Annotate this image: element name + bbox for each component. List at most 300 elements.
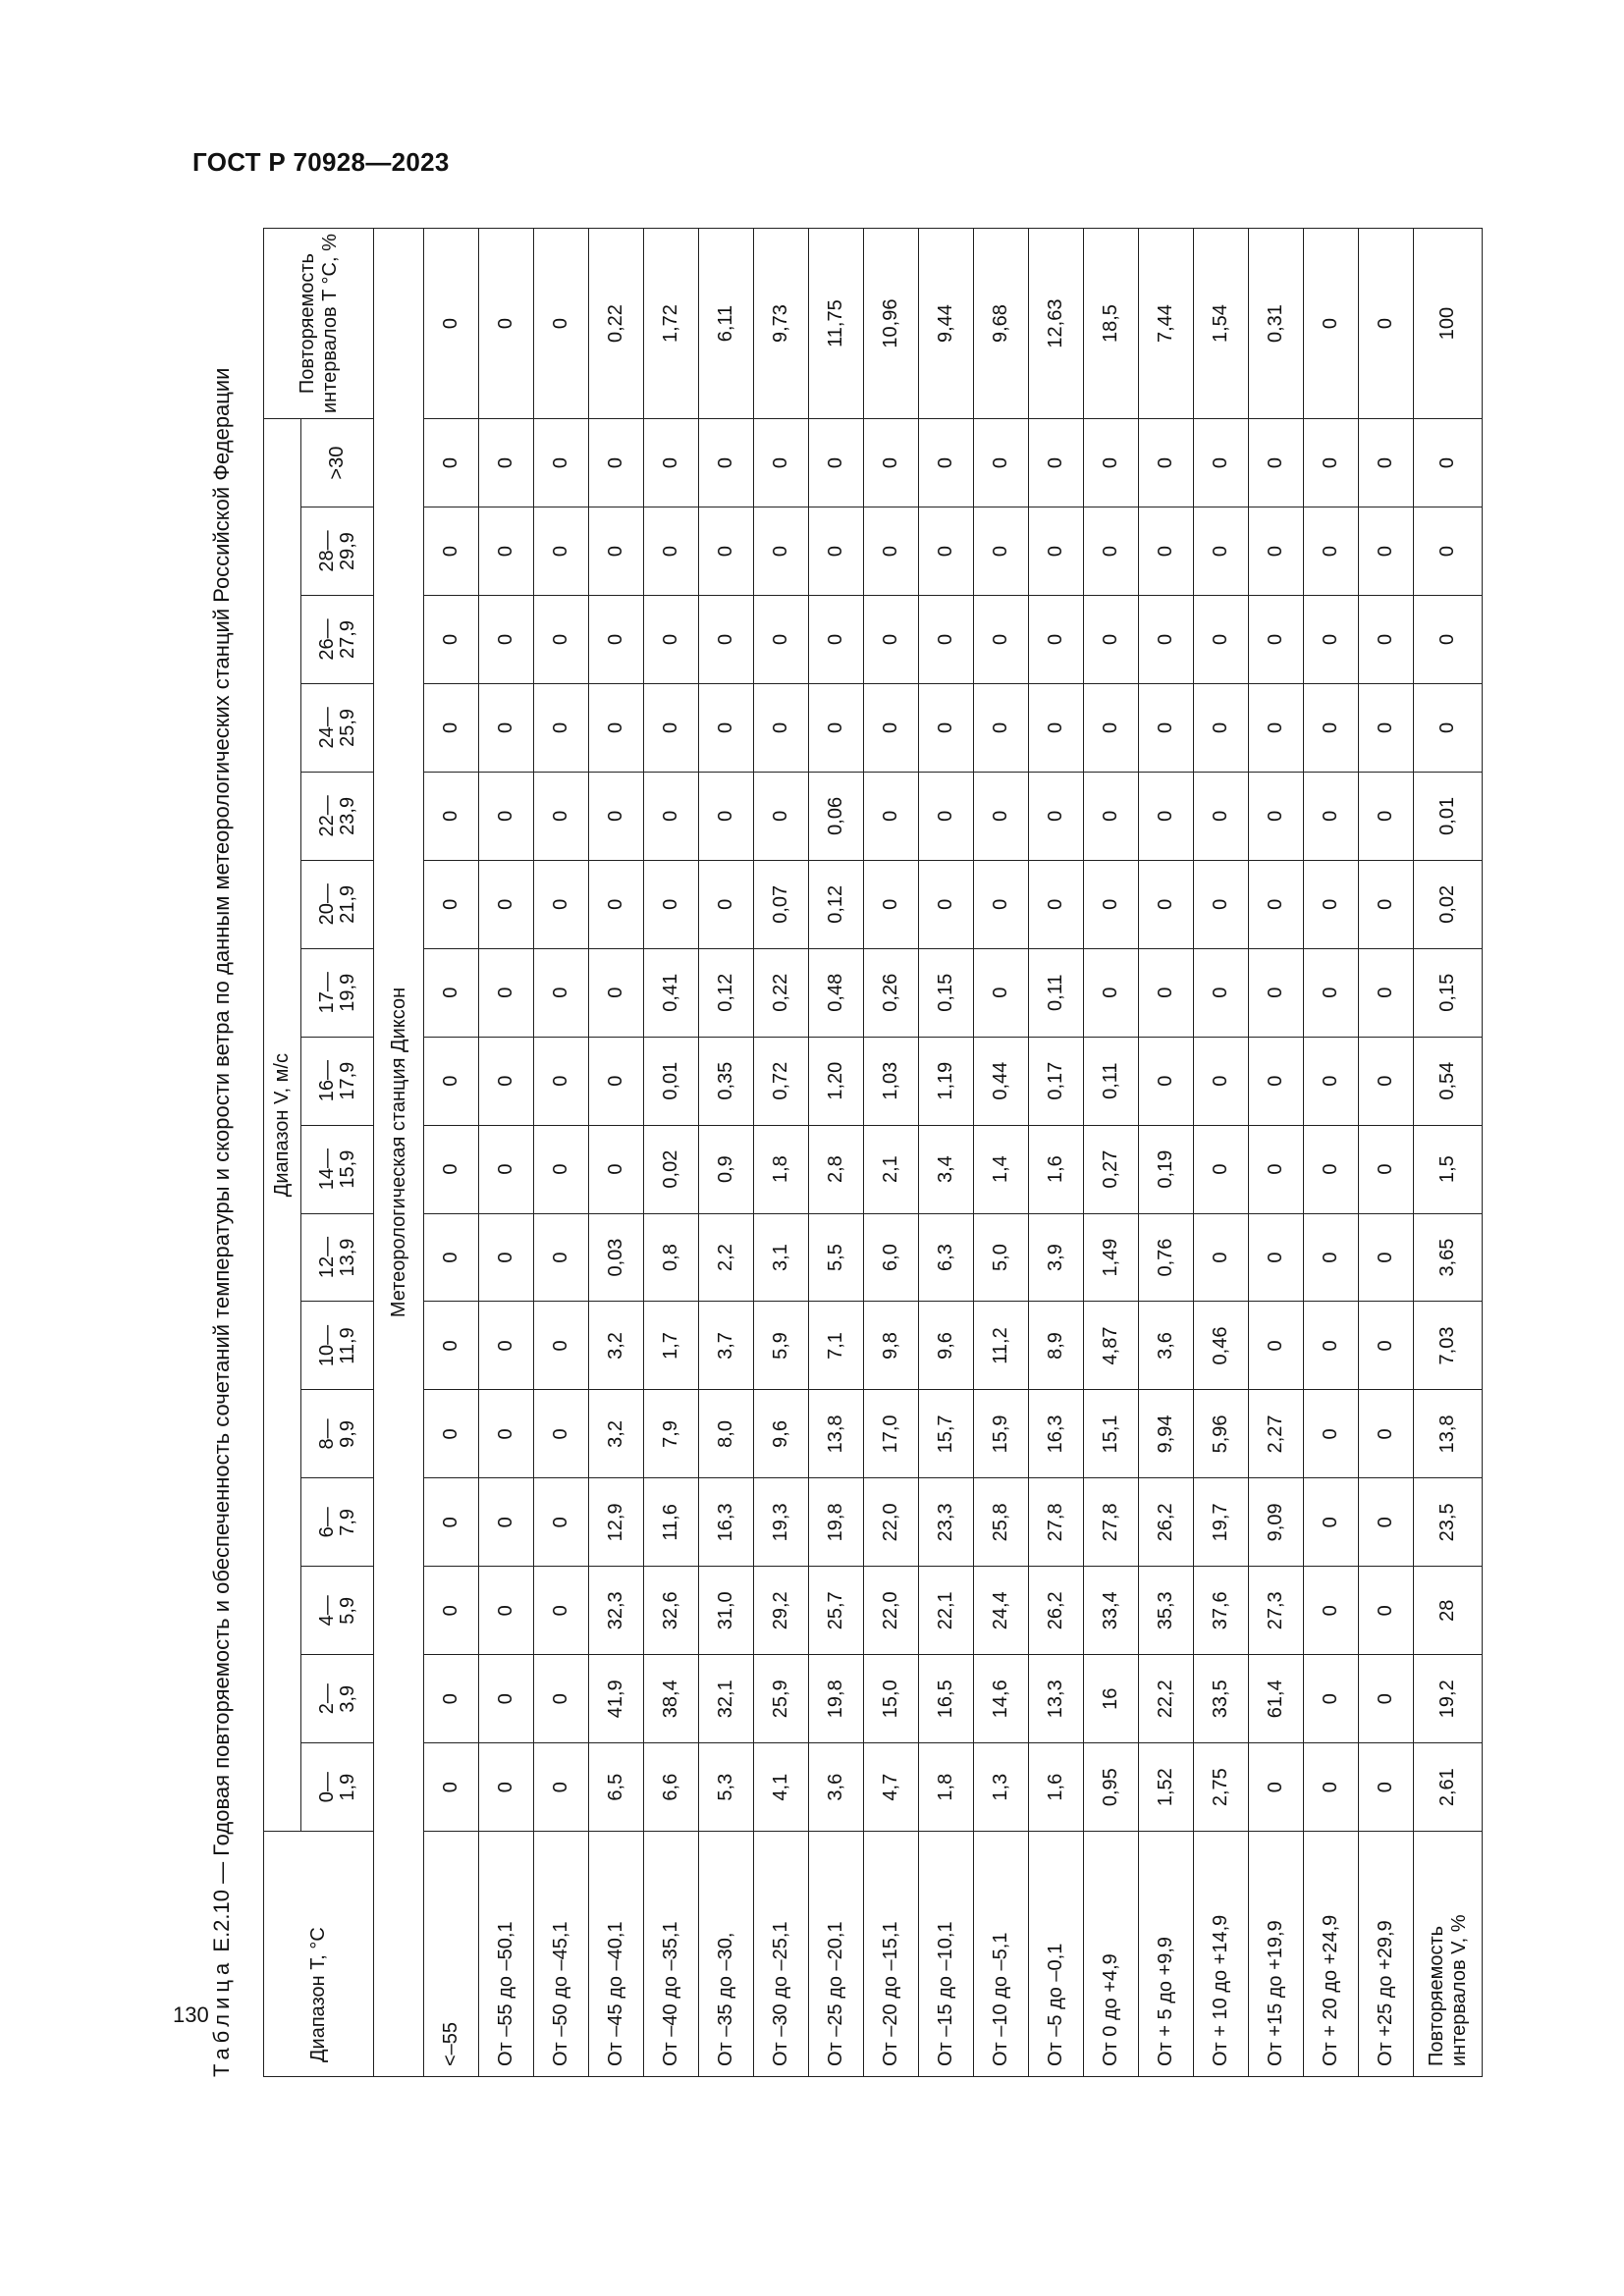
table-cell: 0 [1084,948,1139,1037]
table-cell: 2,2 [699,1213,754,1302]
table-cell: 5,0 [974,1213,1029,1302]
table-cell: 0,26 [864,948,919,1037]
table-cell: 2,61 [1414,1743,1483,1832]
table-cell: 0 [479,596,534,684]
table-cell: 0 [1304,1743,1359,1832]
table-cell: 0 [974,596,1029,684]
t-interval-repeatability: 9,44 [919,229,974,419]
table-cell: 0 [1194,1037,1249,1125]
table-cell: 0 [754,419,809,507]
station-row [374,229,424,2077]
table-cell: 0 [1304,683,1359,772]
table-cell: 1,20 [809,1037,864,1125]
table-cell: 0 [809,596,864,684]
table-cell: 0 [1084,419,1139,507]
table-cell: 26,2 [1029,1567,1084,1655]
table-cell: 4,7 [864,1743,919,1832]
table-cell: 0 [1249,1125,1304,1213]
table-cell: 0 [589,507,644,596]
table-cell: 1,03 [864,1037,919,1125]
table-cell: 0 [1304,1302,1359,1390]
table-cell: 22,0 [864,1567,919,1655]
t-range-label: От –35 до –30, [699,1832,754,2077]
table-cell: 0,35 [699,1037,754,1125]
table-cell: 0 [424,1478,479,1567]
table-cell: 15,0 [864,1655,919,1743]
table-cell: 0 [589,948,644,1037]
v-column-header [301,1302,374,1390]
table-row [754,229,809,2077]
table-cell: 7,03 [1414,1302,1483,1390]
header-row-2 [301,229,374,2077]
table-cell: 5,96 [1194,1390,1249,1478]
table-cell: 0 [479,1567,534,1655]
table-cell: 8,0 [699,1390,754,1478]
table-cell: 0 [534,772,589,860]
table-cell: 0 [1194,948,1249,1037]
table-cell: 0,22 [754,948,809,1037]
table-cell: 0 [1139,948,1194,1037]
table-cell: 0 [1194,1213,1249,1302]
table-cell: 9,8 [864,1302,919,1390]
table-cell: 0 [1194,419,1249,507]
table-cell: 9,09 [1249,1478,1304,1567]
table-cell: 0 [699,596,754,684]
table-caption [210,228,234,2077]
table-cell: 0 [1139,772,1194,860]
table-cell: 0,06 [809,772,864,860]
table-cell: 0 [534,1567,589,1655]
table-cell: 29,2 [754,1567,809,1655]
table-cell: 0 [424,1743,479,1832]
table-cell: 5,9 [754,1302,809,1390]
v-column-to: 23,9 [336,796,358,835]
header-row-1 [264,229,301,2077]
table-cell: 4,87 [1084,1302,1139,1390]
table-cell: 1,6 [1029,1125,1084,1213]
table-cell: 0,46 [1194,1302,1249,1390]
table-cell: 61,4 [1249,1655,1304,1743]
table-cell: 0 [1029,507,1084,596]
table-cell: 0 [1029,683,1084,772]
table-cell: 0 [974,948,1029,1037]
v-column-from: 26— [315,618,338,661]
v-column-from: 20— [315,883,338,926]
table-cell: 2,1 [864,1125,919,1213]
v-column-header [301,1213,374,1302]
v-column-to: 11,9 [336,1327,358,1364]
table-cell: 0 [1359,1478,1414,1567]
table-cell: 31,0 [699,1567,754,1655]
table-cell: 0 [1359,683,1414,772]
table-cell: 0 [1359,1655,1414,1743]
t-interval-repeatability: 18,5 [1084,229,1139,419]
table-cell: 0 [1249,1302,1304,1390]
t-interval-repeatability: 9,68 [974,229,1029,419]
v-column-from: 10— [315,1324,338,1367]
table-cell: 0 [424,860,479,948]
t-range-label: От –5 до –0,1 [1029,1832,1084,2077]
table-cell: 0 [1414,596,1483,684]
table-cell: 0 [1249,1213,1304,1302]
table-cell: 1,4 [974,1125,1029,1213]
table-cell: 0 [864,419,919,507]
page-number: 130 [173,2002,209,2027]
t-interval-repeatability: 100 [1414,229,1483,419]
table-cell: 0 [479,1655,534,1743]
table-cell: 0,12 [699,948,754,1037]
table-row [534,229,589,2077]
table-cell: 6,5 [589,1743,644,1832]
table-cell: 7,9 [644,1390,699,1478]
table-cell: 0 [479,1743,534,1832]
v-range-header: Диапазон V, м/с [264,419,301,1832]
table-row [424,229,479,2077]
table-row [1139,229,1194,2077]
table-row [864,229,919,2077]
table-cell: 0 [534,1743,589,1832]
table-cell: 0 [479,683,534,772]
table-cell: 0 [1304,1567,1359,1655]
table-cell: 0 [919,507,974,596]
table-cell: 3,1 [754,1213,809,1302]
table-cell: 0 [479,860,534,948]
caption-number: Е.2.10 [209,1890,234,1952]
t-range-label: От –50 до –45,1 [534,1832,589,2077]
v-column-header [301,419,374,507]
table-cell: 0 [974,683,1029,772]
table-row [589,229,644,2077]
table-cell: 0,41 [644,948,699,1037]
table-cell: 0 [974,507,1029,596]
table-cell: 0 [589,419,644,507]
t-range-label: От +25 до +29,9 [1359,1832,1414,2077]
table-cell: 0,15 [1414,948,1483,1037]
table-cell: 0,9 [699,1125,754,1213]
table-cell: 0 [1359,596,1414,684]
table-cell: 23,3 [919,1478,974,1567]
table-cell: 2,8 [809,1125,864,1213]
table-cell: 0 [534,1125,589,1213]
table-cell: 17,0 [864,1390,919,1478]
v-column-header [301,1655,374,1743]
table-cell: 15,7 [919,1390,974,1478]
t-interval-repeatability: 6,11 [699,229,754,419]
table-cell: 0 [699,419,754,507]
t-range-label: От –45 до –40,1 [589,1832,644,2077]
table-cell: 22,0 [864,1478,919,1567]
table-cell: 25,8 [974,1478,1029,1567]
table-cell: 0 [424,1037,479,1125]
v-column-from: 16— [315,1060,338,1102]
table-cell: 0 [534,1655,589,1743]
table-cell: 0,12 [809,860,864,948]
table-cell: 38,4 [644,1655,699,1743]
v-column-to: 3,9 [336,1684,358,1713]
table-cell: 19,8 [809,1478,864,1567]
table-cell: 13,8 [809,1390,864,1478]
v-column-from: 0— [315,1772,338,1803]
v-column-header [301,1037,374,1125]
t-range-label: От –55 до –50,1 [479,1832,534,2077]
table-cell: 0 [974,419,1029,507]
table-cell: 0 [699,860,754,948]
table-cell: 3,4 [919,1125,974,1213]
table-cell: 0 [919,419,974,507]
table-cell: 0 [479,772,534,860]
table-cell: 0,17 [1029,1037,1084,1125]
table-cell: 0 [1249,1743,1304,1832]
table-cell: 0,19 [1139,1125,1194,1213]
table-cell: 0 [1414,683,1483,772]
table-cell: 0 [644,507,699,596]
table-cell: 16,3 [1029,1390,1084,1478]
v-column-header [301,683,374,772]
table-cell: 32,3 [589,1567,644,1655]
t-range-label: От 0 до +4,9 [1084,1832,1139,2077]
table-cell: 0 [589,772,644,860]
v-column-to: 7,9 [336,1508,358,1536]
t-range-label: От –10 до –5,1 [974,1832,1029,2077]
table-cell: 0 [754,683,809,772]
v-column-from: 28— [315,530,338,572]
table-cell: 0 [424,1302,479,1390]
rotated-table-block [210,228,1492,2077]
table-cell: 0 [1139,683,1194,772]
v-column-from: 8— [315,1418,338,1450]
table-cell: 4,1 [754,1743,809,1832]
table-cell: 25,9 [754,1655,809,1743]
v-column-to: 21,9 [336,884,358,924]
table-cell: 0 [644,860,699,948]
table-cell: 6,0 [864,1213,919,1302]
table-row [1249,229,1304,2077]
table-row [809,229,864,2077]
table-cell: 23,5 [1414,1478,1483,1567]
table-cell: 0 [589,860,644,948]
table-cell: 0 [479,1213,534,1302]
table-cell: 0 [919,860,974,948]
v-column-from: 12— [315,1236,338,1279]
table-cell: 0 [1304,1037,1359,1125]
table-cell: 0,76 [1139,1213,1194,1302]
table-cell: 9,94 [1139,1390,1194,1478]
table-cell: 0 [1194,596,1249,684]
table-cell: 0 [1414,419,1483,507]
table-cell: 0 [919,596,974,684]
table-cell: 1,8 [754,1125,809,1213]
table-cell: 0 [864,772,919,860]
table-cell: 0,44 [974,1037,1029,1125]
table-cell: 35,3 [1139,1567,1194,1655]
table-cell: 13,8 [1414,1390,1483,1478]
table-cell: 0 [1029,860,1084,948]
table-cell: 25,7 [809,1567,864,1655]
table-cell: 5,5 [809,1213,864,1302]
table-cell: 0 [1084,507,1139,596]
table-cell: 0,01 [644,1037,699,1125]
v-column-to: 5,9 [336,1596,358,1625]
table-cell: 0,27 [1084,1125,1139,1213]
table-cell: 0 [644,772,699,860]
table-cell: 11,6 [644,1478,699,1567]
table-cell: 33,5 [1194,1655,1249,1743]
table-cell: 12,9 [589,1478,644,1567]
table-cell: 33,4 [1084,1567,1139,1655]
t-range-label: Повторяемость интервалов V, % [1414,1832,1483,2077]
table-cell: 0 [1194,507,1249,596]
table-cell: 0 [479,1390,534,1478]
table-cell: 1,3 [974,1743,1029,1832]
table-cell: 0 [534,1390,589,1478]
table-cell: 0 [479,419,534,507]
table-row [479,229,534,2077]
v-column-from: 2— [315,1683,338,1715]
table-cell: 0 [864,596,919,684]
table-cell: 0 [1304,1213,1359,1302]
table-cell: 2,75 [1194,1743,1249,1832]
table-cell: 0 [809,507,864,596]
table-cell: 0 [1029,596,1084,684]
table-cell: 0 [534,1213,589,1302]
table-cell: 0 [754,772,809,860]
v-column-to: 15,9 [336,1149,358,1189]
table-cell: 1,49 [1084,1213,1139,1302]
table-cell: 0 [1359,419,1414,507]
table-cell: 1,5 [1414,1125,1483,1213]
v-column-header [301,948,374,1037]
v-column-header [301,1390,374,1478]
v-column-to: 17,9 [336,1061,358,1100]
table-cell: 0 [479,1302,534,1390]
table-cell: 0 [1359,1390,1414,1478]
v-column-header [301,507,374,596]
table-cell: 0 [534,507,589,596]
table-cell: 0 [534,1037,589,1125]
v-column-header [301,1478,374,1567]
t-range-label: От + 5 до +9,9 [1139,1832,1194,2077]
table-cell: 37,6 [1194,1567,1249,1655]
table-cell: 24,4 [974,1567,1029,1655]
table-cell: 27,8 [1029,1478,1084,1567]
table-cell: 0 [644,419,699,507]
table-row [1084,229,1139,2077]
t-range-label: От –15 до –10,1 [919,1832,974,2077]
table-cell: 19,8 [809,1655,864,1743]
table-cell: 19,3 [754,1478,809,1567]
table-cell: 0 [1304,596,1359,684]
table-cell: 0 [424,419,479,507]
table-cell: 0 [1139,419,1194,507]
table-cell: 0 [424,772,479,860]
table-cell: 0 [644,683,699,772]
table-cell: 32,6 [644,1567,699,1655]
table-cell: 0 [919,683,974,772]
table-cell: 22,1 [919,1567,974,1655]
table-cell: 0 [809,419,864,507]
table-cell: 0 [1029,419,1084,507]
table-cell: 0 [424,596,479,684]
table-cell: 2,27 [1249,1390,1304,1478]
table-cell: 0 [1084,596,1139,684]
t-range-label: От + 20 до +24,9 [1304,1832,1359,2077]
t-interval-repeatability: 12,63 [1029,229,1084,419]
table-cell: 0,8 [644,1213,699,1302]
table-cell: 0 [864,860,919,948]
table-cell: 0 [1249,596,1304,684]
table-cell: 0 [644,596,699,684]
table-cell: 0 [1249,419,1304,507]
v-column-to: 1,9 [336,1773,358,1801]
document-id: ГОСТ Р 70928—2023 [192,147,450,177]
table-cell: 15,1 [1084,1390,1139,1478]
t-interval-repeatability: 0 [1359,229,1414,419]
table-cell: 16,5 [919,1655,974,1743]
caption-label: Таблица [209,1957,234,2077]
v-column-from: 4— [315,1595,338,1627]
table-cell: 0 [424,1390,479,1478]
table-cell: 0 [1249,683,1304,772]
table-cell: 16 [1084,1655,1139,1743]
table-row [919,229,974,2077]
v-column-header [301,1125,374,1213]
table-cell: 0 [699,507,754,596]
table-cell: 0 [534,596,589,684]
table-cell: 0,15 [919,948,974,1037]
table-cell: 27,8 [1084,1478,1139,1567]
table-row [644,229,699,2077]
table-cell: 27,3 [1249,1567,1304,1655]
table-cell: 0 [1084,683,1139,772]
table-cell: 0,48 [809,948,864,1037]
table-cell: 0,02 [1414,860,1483,948]
t-interval-repeatability: 10,96 [864,229,919,419]
t-interval-repeatability: 1,54 [1194,229,1249,419]
table-cell: 0 [1359,1125,1414,1213]
table-cell: 6,3 [919,1213,974,1302]
table-cell: 0,01 [1414,772,1483,860]
t-range-label: <–55 [424,1832,479,2077]
table-cell: 0 [1249,1037,1304,1125]
v-column-to: 27,9 [336,620,358,659]
table-cell: 0 [424,683,479,772]
table-cell: 14,6 [974,1655,1029,1743]
v-column-to: 19,9 [336,973,358,1012]
table-cell: 0 [974,772,1029,860]
table-cell: 0 [534,1302,589,1390]
table-cell: 0 [1359,1037,1414,1125]
table-row [1029,229,1084,2077]
t-range-label: От –30 до –25,1 [754,1832,809,2077]
caption-text: — Годовая повторяемость и обеспеченность сочетаний температуры и скорости ветра по данным метеорологических станций Российской Федерации [209,367,234,1890]
v-column-header [301,1567,374,1655]
table-row [974,229,1029,2077]
table-cell: 0 [754,507,809,596]
table-cell: 0,07 [754,860,809,948]
table-cell: 0 [1194,772,1249,860]
table-cell: 3,7 [699,1302,754,1390]
table-cell: 0 [1359,507,1414,596]
table-cell: 0 [1304,1390,1359,1478]
table-cell: 0 [479,1125,534,1213]
table-cell: 0 [1139,507,1194,596]
table-cell: 0 [1194,1125,1249,1213]
table-cell: 0 [479,1037,534,1125]
table-cell: 41,9 [589,1655,644,1743]
table-cell: 0 [1304,1478,1359,1567]
table-cell: 0 [1029,772,1084,860]
table-cell: 6,6 [644,1743,699,1832]
